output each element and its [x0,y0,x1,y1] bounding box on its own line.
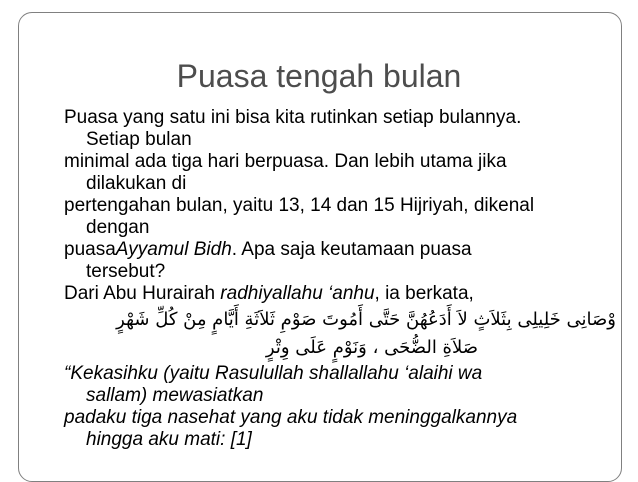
paragraph-4-suffix: . Apa saja keutamaan puasa [231,239,472,260]
paragraph-1 [64,107,624,151]
paragraph-1-line-1: Puasa yang satu ini bisa kita rutinkan setiap bulannya. [64,107,522,128]
paragraph-6-line-1: “Kekasihku (yaitu Rasulullah shallallahu ‘alaihi wa [64,363,483,384]
paragraph-6 [64,363,624,407]
arabic-hadith-line-2: صَلاَةِ الضُّحَى ، وَنَوْمٍ عَلَى وِتْرٍ [265,337,478,358]
paragraph-3 [64,195,624,239]
paragraph-4-prefix: puasa [64,239,116,260]
paragraph-7 [64,407,624,451]
paragraph-4-italic: Ayyamul Bidh [115,239,232,260]
paragraph-5 [64,283,624,305]
slide-title: Puasa tengah bulan [176,58,462,94]
slide-body [64,107,624,451]
paragraph-5-suffix: , ia berkata, [374,283,474,304]
paragraph-5-italic: radhiyallahu ‘anhu [220,283,375,304]
paragraph-2-line-2: dilakukan di [86,173,187,194]
paragraph-7-line-1: padaku tiga nasehat yang aku tidak meninggalkannya [64,407,518,428]
paragraph-4 [64,239,624,283]
paragraph-3-line-1: pertengahan bulan, yaitu 13, 14 dan 15 Hijriyah, dikenal [64,195,535,216]
paragraph-7-line-2: hingga aku mati: [1] [86,429,252,450]
paragraph-5-prefix: Dari Abu Hurairah [64,283,221,304]
paragraph-4-line-2: tersebut? [86,261,166,282]
paragraph-3-line-2: dengan [86,217,150,238]
paragraph-2 [64,151,624,195]
paragraph-1-line-2: Setiap bulan [86,129,192,150]
paragraph-2-line-1: minimal ada tiga hari berpuasa. Dan lebih utama jika [64,151,507,172]
arabic-hadith-line-1: وْصَانِى خَلِيلِى بِثَلاَثٍ لاَ أَدَعُهُنَّ حَتَّى أَمُوتَ صَوْمِ ثَلاَثَةِ أَيَّامٍ مِنْ كُلِّ شَهْرٍ [116,309,616,330]
paragraph-6-line-2: sallam) mewasiatkan [86,385,264,406]
